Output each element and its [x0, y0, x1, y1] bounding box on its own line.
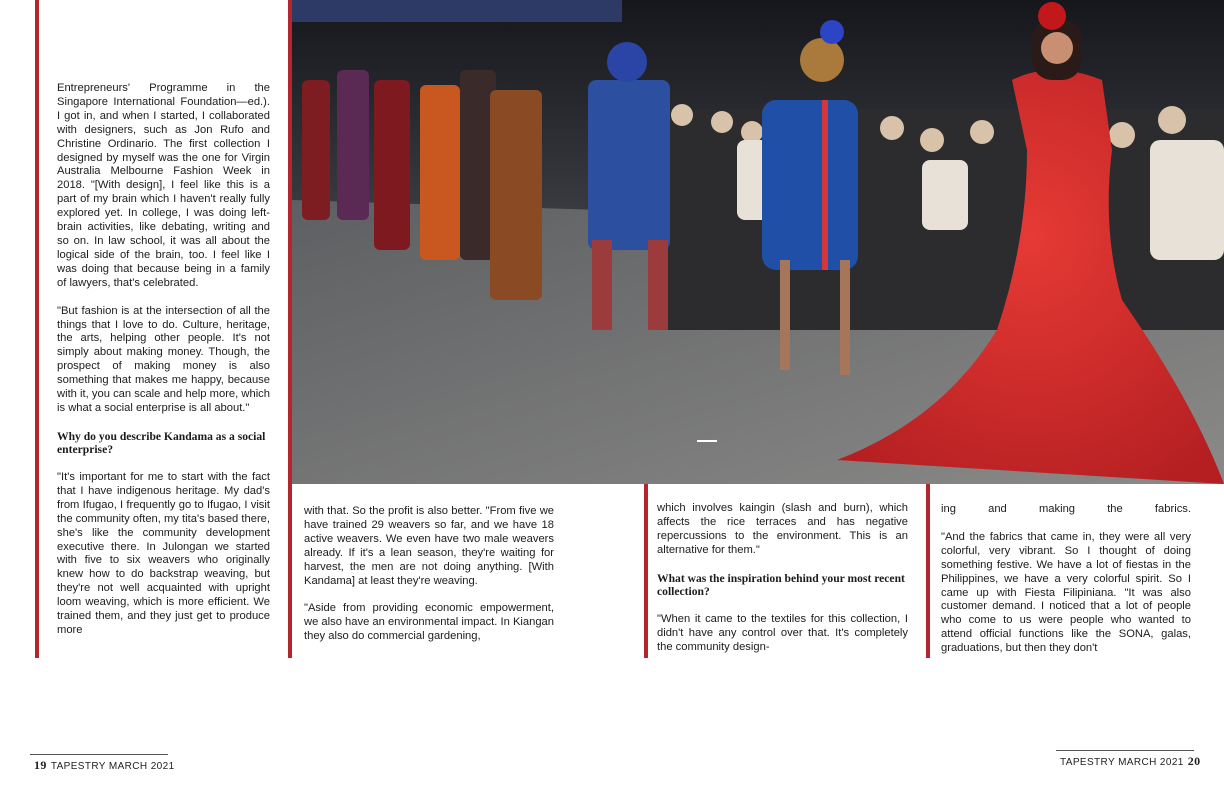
paragraph: "When it came to the textiles for this collection, I didn't have any control over that. It's completely the community design-	[657, 612, 908, 653]
footer-right	[1060, 754, 1205, 769]
magazine-issue-right: TAPESTRY MARCH 2021	[1060, 757, 1184, 768]
paragraph: Entrepreneurs' Programme in the Singapore International Foundation—ed.). I got in, and when I started, I collaborated with designers, such as Jon Rufo and Christine Ordinario. The first collection I designed by myself was the one for Virgin Australia Melbourne Fashion Week in 2018. "[With design], I feel like this is a part of my brain which I haven't really fully explored yet. In college, I was doing left-brain activities, like debating, writing and so on. In law school, it was all about the logical side of the brain, too. I feel like I was doing that because being in a family of lawyers, that's celebrated.	[57, 82, 270, 289]
paragraph: which involves kaingin (slash and burn), which affects the rice terraces and has negative repercussions to the environment. This is an alternative for them."	[657, 502, 908, 556]
column-rule-right	[926, 484, 930, 658]
magazine-issue-left: TAPESTRY MARCH 2021	[50, 761, 175, 772]
column-rule-left	[35, 0, 39, 658]
article-column-2	[304, 505, 554, 658]
paragraph: "It's important for me to start with the fact that I have indigenous heritage. My dad's from Ifugao, I frequently go to Ifugao, I visit the community often, my tita's based there, she's like the community development executive there. In Julongan we started with five to six weavers who originally knew how to do backstrap weaving, but they're not well acquainted with upright loom weaving, which is more efficient. We trained them, and they just get to produce more	[57, 471, 270, 636]
column-rule-center	[644, 484, 648, 658]
footer-divider-right	[1056, 750, 1194, 751]
paragraph: ing and making the fabrics.	[941, 503, 1191, 515]
interview-question: Why do you describe Kandama as a social enterprise?	[57, 429, 266, 457]
paragraph: "And the fabrics that came in, they were all very colorful, very vibrant. So I thought of doing something festive. We have a lot of fiestas in the Philippines, we have a very colorful spirit. So I came up with Fiesta Filipiniana. "It was also customer demand. I noticed that a lot of people who come to us were people who wanted to attend official functions like the SONA, galas, graduations, but then they don't	[941, 530, 1191, 655]
article-column-4	[941, 503, 1191, 658]
article-column-3	[657, 502, 908, 658]
paragraph: "Aside from providing economic empowerment, we also have an environmental impact. In Kiangan they also do commercial gardening,	[304, 602, 554, 643]
paragraph: with that. So the profit is also better. "From five we have trained 29 weavers so far, and we have 18 active weavers. We even have two male weavers already. If it's a lean season, they're waiting for harvest, the men are not doing anything. [With Kandama] at least they're weaving.	[304, 505, 554, 587]
page-number-right: 20	[1187, 754, 1201, 768]
interview-question: What was the inspiration behind your most recent collection?	[657, 571, 905, 599]
article-column-1	[57, 82, 270, 658]
page-number-left: 19	[34, 758, 47, 772]
paragraph: "But fashion is at the intersection of all the things that I love to do. Culture, heritage, the arts, helping other people. It's not simply about making money. Though, the prospect of making money is also something that makes me happy, because with it, you can scale and help more, which is what a social enterprise is all about."	[57, 304, 270, 414]
runway-photo	[292, 0, 1224, 484]
footer-divider-left	[30, 754, 168, 755]
footer-left	[30, 758, 175, 773]
